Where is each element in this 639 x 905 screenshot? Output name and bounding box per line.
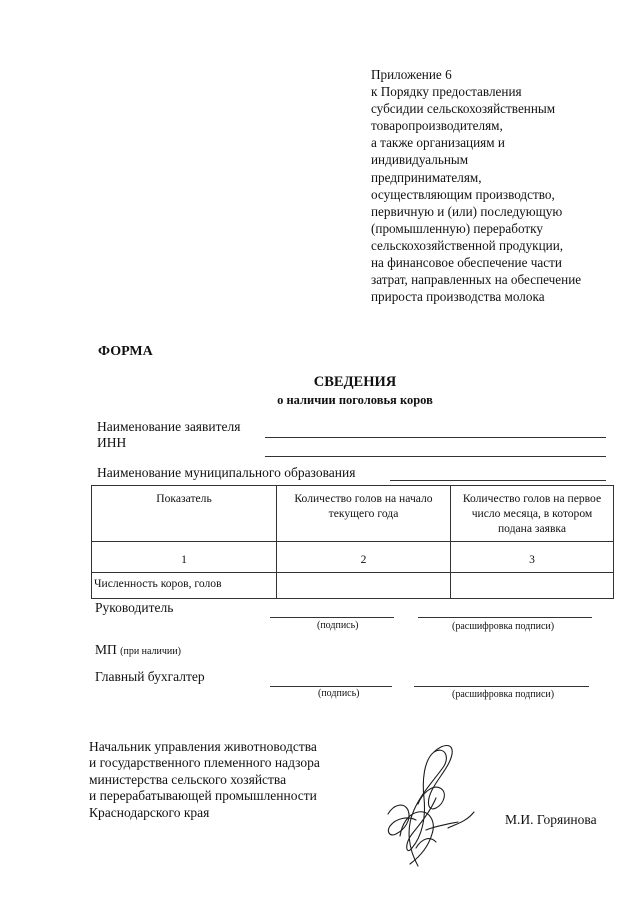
table-number-row <box>92 542 614 573</box>
table-header-cell: Количество голов на первое число месяца, в котором подана заявка <box>451 486 614 542</box>
handwritten-signature <box>378 738 488 878</box>
table-header-row <box>92 486 614 542</box>
cows-table <box>91 485 614 599</box>
column-number: 2 <box>277 542 451 573</box>
table-header-cell: Количество голов на начало текущего года <box>277 486 451 542</box>
head-label: Руководитель <box>95 600 174 615</box>
applicant-name-line <box>265 437 606 438</box>
mp-label: МП <box>95 642 117 657</box>
column-number: 3 <box>451 542 614 573</box>
signer-name: М.И. Горяинова <box>505 812 597 827</box>
head-decoding-line <box>418 617 592 618</box>
table-row <box>92 573 614 599</box>
table-cell <box>277 573 451 599</box>
table-header-cell: Показатель <box>92 486 277 542</box>
table-cell <box>451 573 614 599</box>
head-signature-line <box>270 617 394 618</box>
applicant-name-label: Наименование заявителя <box>97 419 241 434</box>
head-decoding-caption: (расшифровка подписи) <box>452 621 555 632</box>
appendix-note: Приложение 6 к Порядку предоставления субсидии сельскохозяйственным товаропроизводителям, а также организациям и индивидуальным предпринимателям, осуществляющим производство, первичную и (или) последующую (промышленную) переработку сельскохозяйственной продукции, на финансовое обеспечение части затрат, направленных на обеспечение прироста производства молока <box>371 67 582 305</box>
document-title: СВЕДЕНИЯ <box>313 374 397 390</box>
signer-position: Начальник управления животноводства и государственного племенного надзора министерства сельского хозяйства и перерабатывающей промышленности Краснодарского края <box>89 739 320 820</box>
inn-line <box>265 456 606 457</box>
accountant-label: Главный бухгалтер <box>95 669 205 684</box>
accountant-decoding-caption: (расшифровка подписи) <box>452 689 555 700</box>
municipality-label: Наименование муниципального образования <box>97 465 356 480</box>
accountant-signature-caption: (подпись) <box>318 688 360 699</box>
mp-note: (при наличии) <box>120 646 181 657</box>
column-number: 1 <box>92 542 277 573</box>
table-row-label: Численность коров, голов <box>92 573 277 599</box>
accountant-signature-line <box>270 686 392 687</box>
accountant-decoding-line <box>414 686 589 687</box>
mp-block <box>95 642 181 658</box>
document-subtitle: о наличии поголовья коров <box>277 393 433 407</box>
inn-label: ИНН <box>97 435 127 450</box>
form-label: ФОРМА <box>98 344 153 359</box>
municipality-line <box>390 480 606 481</box>
head-signature-caption: (подпись) <box>317 620 359 631</box>
